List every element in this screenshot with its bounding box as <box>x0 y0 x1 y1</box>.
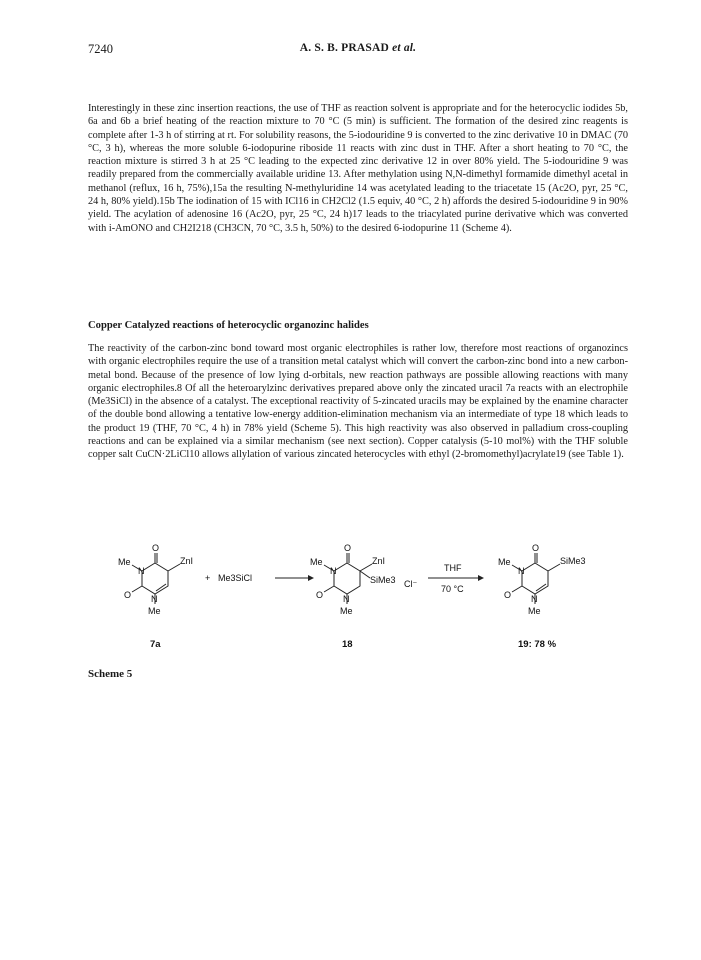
scheme-caption: Scheme 5 <box>88 668 133 680</box>
zinc-iodide-label: ZnI <box>180 556 194 566</box>
author-names: A. S. B. PRASAD <box>299 42 389 54</box>
scheme-5-diagram <box>100 540 620 660</box>
et-al: et al. <box>392 42 417 54</box>
nitrogen-label: N <box>138 566 145 576</box>
zinc-iodide-label: ZnI <box>372 556 386 566</box>
trimethylsilyl-label: SiMe3 <box>560 556 586 566</box>
methyl-label: Me <box>118 557 131 567</box>
arrowhead-1 <box>308 575 314 581</box>
oxygen-label: O <box>124 590 132 600</box>
conditions-solvent: THF <box>444 563 462 573</box>
plus-sign: + <box>205 573 211 583</box>
chloride-label: Cl⁻ <box>404 579 418 589</box>
oxygen-label: O <box>504 590 512 600</box>
running-header <box>88 42 628 60</box>
nitrogen-label: N <box>343 594 350 604</box>
nitrogen-label: N <box>151 594 158 604</box>
oxygen-label: O <box>532 543 540 553</box>
methyl-label: Me <box>310 557 323 567</box>
reagent-label: Me3SiCl <box>218 573 253 583</box>
methyl-label: Me <box>340 606 353 616</box>
compound-number-7a: 7a <box>150 639 161 650</box>
conditions-temperature: 70 °C <box>441 584 464 594</box>
section-heading: Copper Catalyzed reactions of heterocyclic organozinc halides <box>88 320 369 331</box>
nitrogen-label: N <box>518 566 525 576</box>
compound-number-19: 19: 78 % <box>518 639 557 650</box>
nitrogen-label: N <box>330 566 337 576</box>
oxygen-label: O <box>152 543 160 553</box>
arrowhead-2 <box>478 575 484 581</box>
paragraph-copper-catalysis: The reactivity of the carbon-zinc bond toward most organic electrophiles is rather low, therefore most reactions of organozincs with organic electrophiles require the use of a transition metal catalyst which will convert the carbon-zinc bond into a new carbon-metal bond. Because of the presence of low lying d-orbitals, new reaction pathways are possible allowing reactions with many organic electrophiles.8 Of all the heteroarylzinc derivatives prepared above only the zincated uracil 7a reacts with an electrophile (Me3SiCl) in the absence of a catalyst. The exceptional reactivity of 5-zincated uracils may be explained by the enamine character of the double bond allowing a tentative low-energy addition-elimination mechanism via an intermediate of type 18 which leads to the product 19 (THF, 70 °C, 4 h) in 78% yield (Scheme 5). This high reactivity was also observed in palladium cross-coupling reactions and can be explained via a similar mechanism (see next section). Copper catalysis (5-10 mol%) with the THF soluble copper salt CuCN·2LiCl10 allows allylation of various zincated heterocycles with ethyl (2-bromomethyl)acrylate19 (see Table 1). <box>88 343 628 461</box>
compound-number-18: 18 <box>342 639 353 650</box>
running-title <box>88 42 628 54</box>
methyl-label: Me <box>498 557 511 567</box>
methyl-label: Me <box>148 606 161 616</box>
oxygen-label: O <box>316 590 324 600</box>
nitrogen-label: N <box>531 594 538 604</box>
page-number: 7240 <box>88 42 113 56</box>
paragraph-zinc-insertion: Interestingly in these zinc insertion reactions, the use of THF as reaction solvent is appropriate and for the heterocyclic iodides 5b, 6a and 6b a brief heating of the reaction mixture to 70 °C (5 min) is sufficient. The formation of the desired zinc reagents is complete after 1-3 h of stirring at rt. For solubility reasons, the 5-iodouridine 9 is converted to the zinc derivative 10 in DMAC (70 °C, 3 h), whereas the more soluble 6-iodopurine riboside 11 reacts with zinc dust in THF. After a short heating to 70 °C, the reaction mixture is stirred 3 h at 25 °C leading to the expected zinc derivative 12 in over 80% yield. The 5-iodouridine 9 was readily prepared from the commercially available uridine 13. After methylation using N,N-dimethyl formamide dimethyl acetal in methanol (reflux, 16 h, 75%),15a the resulting N-methyluridine 14 was acetylated leading to the triacetate 15 (Ac2O, pyr, 25 °C, 24 h, 80% yield).15b The iodination of 15 with ICl16 in CH2Cl2 (1.5 equiv, 40 °C, 2 h) affords the desired 5-iodouridine 9 in 90% yield. The acylation of adenosine 16 (Ac2O, pyr, 25 °C, 24 h)17 leads to the triacylated purine derivative which was converted with i-AmONO and CH2I218 (CH3CN, 70 °C, 3.5 h, 50%) to the desired 6-iodopurine 11 (Scheme 4). <box>88 103 628 234</box>
oxygen-label: O <box>344 543 352 553</box>
methyl-label: Me <box>528 606 541 616</box>
reaction-scheme <box>100 540 620 660</box>
trimethylsilyl-label: SiMe3 <box>370 575 396 585</box>
